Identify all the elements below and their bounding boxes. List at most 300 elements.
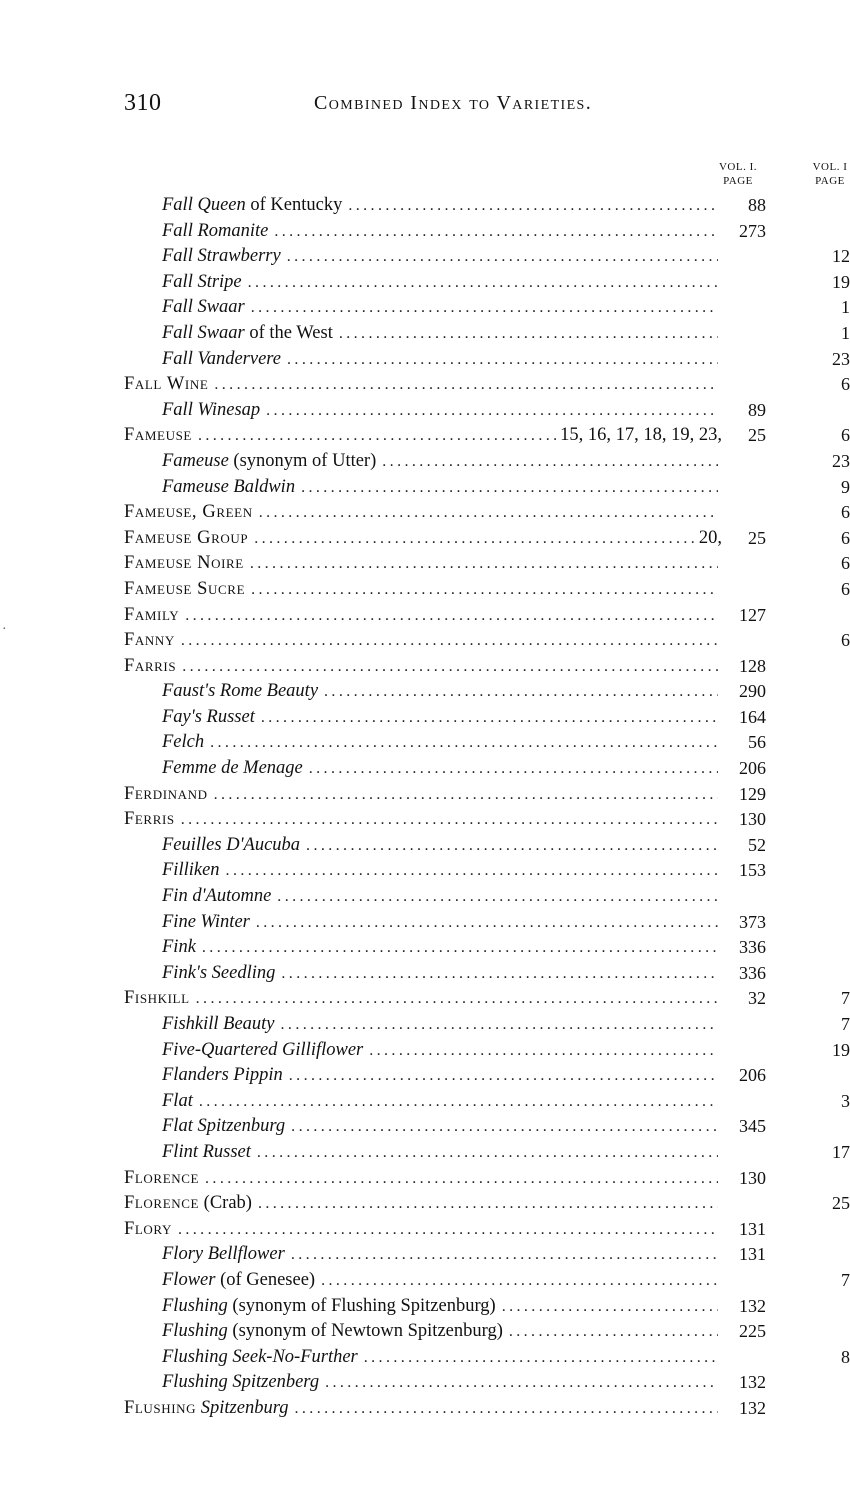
dot-leader xyxy=(245,577,718,603)
index-entry-label xyxy=(162,961,722,987)
index-entry-label xyxy=(162,679,722,705)
index-entry-label xyxy=(124,551,722,577)
variety-name: Fameuse Baldwin xyxy=(162,476,296,497)
vol1-page: 52 xyxy=(748,834,766,855)
vol2-page: 19 xyxy=(832,271,850,292)
index-entry-label xyxy=(162,1089,722,1115)
entry-name-wrap xyxy=(162,347,281,373)
entry-name-wrap xyxy=(162,219,268,245)
dot-leader xyxy=(318,679,718,705)
dot-leader xyxy=(271,884,718,910)
entry-name-wrap xyxy=(162,1012,275,1038)
dot-leader xyxy=(244,551,718,577)
additional-pages xyxy=(718,1063,722,1089)
dot-leader xyxy=(319,1370,718,1396)
dot-leader xyxy=(193,1089,718,1115)
additional-pages xyxy=(718,961,722,987)
index-entry xyxy=(0,961,850,987)
dot-leader xyxy=(176,654,718,680)
column-head-vol1-line1: VOL. I. xyxy=(718,161,758,173)
vol2-page: 12 xyxy=(832,246,850,267)
index-entry-label xyxy=(124,986,722,1012)
entry-name-wrap xyxy=(162,1140,251,1166)
vol1-page: 164 xyxy=(739,706,766,727)
index-entry xyxy=(0,398,850,424)
index-entry-label xyxy=(162,1140,722,1166)
dot-leader xyxy=(196,935,718,961)
index-entry xyxy=(0,1140,850,1166)
dot-leader xyxy=(220,858,718,884)
dot-leader xyxy=(275,961,718,987)
variety-name: Fall Vandervere xyxy=(162,348,282,369)
variety-name: Flory xyxy=(124,1218,172,1239)
index-entry-label xyxy=(124,526,722,552)
index-entry xyxy=(0,219,850,245)
additional-pages xyxy=(718,1217,722,1243)
additional-pages xyxy=(718,1166,722,1192)
index-entry-label xyxy=(124,372,722,398)
index-entry xyxy=(0,193,850,219)
dot-leader xyxy=(268,219,718,245)
variety-name: Ferris xyxy=(124,809,175,830)
additional-pages xyxy=(718,1191,722,1217)
index-entry-label xyxy=(162,1268,722,1294)
column-head-vol1 xyxy=(704,160,772,188)
entry-name-wrap xyxy=(162,1319,503,1345)
index-entry xyxy=(0,705,850,731)
vol1-page: 273 xyxy=(739,220,766,241)
vol1-page: 206 xyxy=(739,758,766,779)
index-entry-label xyxy=(124,423,722,449)
index-entry-label xyxy=(124,500,722,526)
index-entry xyxy=(0,1089,850,1115)
vol2-page: 7 xyxy=(841,1014,850,1034)
variety-name: Fameuse Noire xyxy=(124,553,244,574)
index-entry xyxy=(0,321,850,347)
entry-name-wrap xyxy=(162,1089,193,1115)
index-entry-label xyxy=(162,884,722,910)
variety-name: Florence xyxy=(124,1193,200,1214)
index-entry-label xyxy=(124,782,722,808)
vol2-page: 17 xyxy=(832,1141,850,1162)
vol1-page: 130 xyxy=(739,1167,766,1188)
index-entry xyxy=(0,1191,850,1217)
dot-leader xyxy=(342,193,718,219)
variety-qualifier: of Kentucky xyxy=(245,195,343,215)
index-entry-label xyxy=(162,1038,722,1064)
additional-pages xyxy=(718,884,722,910)
additional-pages xyxy=(718,603,722,629)
variety-name: Flushing Spitzenberg xyxy=(162,1372,320,1393)
vol2-page: 23 xyxy=(832,348,850,369)
variety-name: Fin d'Automne xyxy=(162,886,272,907)
index-entry-label xyxy=(162,833,722,859)
index-entry xyxy=(0,1166,850,1192)
additional-pages xyxy=(718,1089,722,1115)
variety-name: Faust's Rome Beauty xyxy=(162,681,319,702)
index-entry-label xyxy=(162,705,722,731)
index-entry xyxy=(0,628,850,654)
vol1-page: 153 xyxy=(739,860,766,881)
index-entry-label xyxy=(162,910,722,936)
dot-leader xyxy=(175,628,718,654)
dot-leader xyxy=(303,756,718,782)
index-entry-label xyxy=(162,935,722,961)
index-entry-label xyxy=(162,1063,722,1089)
index-entry xyxy=(0,1217,850,1243)
entry-name-wrap xyxy=(124,500,253,526)
vol1-page: 128 xyxy=(739,655,766,676)
index-entry-label xyxy=(162,1012,722,1038)
index-entry-label xyxy=(124,577,722,603)
variety-name: Ferdinand xyxy=(124,783,208,804)
variety-name: Filliken xyxy=(162,860,220,881)
dot-leader xyxy=(503,1319,718,1345)
index-entry-label xyxy=(162,219,722,245)
vol2-page: 8 xyxy=(841,1346,850,1367)
variety-name: Fay's Russet xyxy=(162,706,255,727)
additional-pages xyxy=(718,654,722,680)
additional-pages xyxy=(718,500,722,526)
index-entry xyxy=(0,910,850,936)
vol2-page: 6 xyxy=(841,553,850,574)
entry-name-wrap xyxy=(124,551,244,577)
additional-pages xyxy=(718,986,722,1012)
vol1-page: 25 xyxy=(748,425,766,446)
entry-name-wrap xyxy=(124,423,192,449)
additional-pages xyxy=(718,756,722,782)
additional-pages xyxy=(718,1294,722,1320)
entry-name-wrap xyxy=(162,270,242,296)
entry-name-wrap xyxy=(162,244,281,270)
variety-name: Flushing xyxy=(124,1397,197,1418)
index-entry-label xyxy=(162,756,722,782)
index-entry xyxy=(0,1268,850,1294)
index-entry-label xyxy=(162,1294,722,1320)
entry-name-wrap xyxy=(162,756,303,782)
index-entry xyxy=(0,1345,850,1371)
variety-name: Fink xyxy=(162,937,196,958)
index-entry xyxy=(0,935,850,961)
entry-name-wrap xyxy=(162,730,204,756)
entry-name-wrap xyxy=(124,986,190,1012)
vol1-page: 290 xyxy=(739,681,766,702)
variety-name: Fameuse xyxy=(124,425,192,446)
variety-name: Fishkill xyxy=(124,988,190,1009)
additional-pages xyxy=(718,449,722,475)
variety-name: Fameuse Group xyxy=(124,527,249,548)
column-head-vol1-line2: PAGE xyxy=(723,175,753,187)
index-entry xyxy=(0,1114,850,1140)
entry-name-wrap xyxy=(124,654,176,680)
index-entry xyxy=(0,551,850,577)
variety-qualifier: (of Genesee) xyxy=(215,1269,316,1290)
index-entry xyxy=(0,782,850,808)
additional-pages xyxy=(718,1012,722,1038)
index-entry-label xyxy=(162,858,722,884)
dot-leader xyxy=(363,1038,718,1064)
entry-name-wrap xyxy=(124,1191,252,1217)
variety-name: Flushing xyxy=(162,1321,228,1342)
additional-pages xyxy=(718,577,722,603)
index-entry xyxy=(0,730,850,756)
variety-name: Fameuse, Green xyxy=(124,502,253,523)
variety-qualifier: of the West xyxy=(244,322,333,343)
vol1-page: 89 xyxy=(748,399,766,420)
index-entry xyxy=(0,526,850,552)
entry-name-wrap xyxy=(124,603,179,629)
entry-name-wrap xyxy=(162,1370,319,1396)
column-head-vol2-line1: VOL. I xyxy=(812,161,848,173)
additional-pages xyxy=(718,219,722,245)
index-entry-label xyxy=(162,1114,722,1140)
vol1-page: 56 xyxy=(748,732,766,753)
entry-name-wrap xyxy=(124,372,208,398)
vol1-page: 131 xyxy=(739,1218,766,1239)
index-entry xyxy=(0,1242,850,1268)
variety-name: Fall Swaar xyxy=(162,297,245,318)
vol1-page: 127 xyxy=(739,604,766,625)
index-entry xyxy=(0,603,850,629)
additional-pages xyxy=(718,807,722,833)
column-head-vol2 xyxy=(800,160,850,188)
entry-name-wrap xyxy=(162,1268,315,1294)
dot-leader xyxy=(204,730,718,756)
additional-pages xyxy=(718,705,722,731)
entry-name-wrap xyxy=(162,884,271,910)
dot-leader xyxy=(260,398,718,424)
vol2-page: 6 xyxy=(841,630,850,651)
index-entry-label xyxy=(124,628,722,654)
dot-leader xyxy=(255,705,718,731)
variety-name: Florence xyxy=(124,1167,200,1188)
index-entry-label xyxy=(162,449,722,475)
vol2-page: 6 xyxy=(841,578,850,599)
variety-name: Fink's Seedling xyxy=(162,962,276,983)
index-entry xyxy=(0,475,850,501)
vol2-page: 25 xyxy=(832,1193,850,1214)
entry-name-wrap xyxy=(124,807,175,833)
variety-name: Fall Queen xyxy=(162,195,246,215)
entry-name-wrap xyxy=(162,1038,363,1064)
additional-pages xyxy=(718,782,722,808)
column-head-vol2-line2: PAGE xyxy=(815,175,845,187)
dot-leader xyxy=(251,1140,718,1166)
index-entry xyxy=(0,1370,850,1396)
variety-name: Fameuse Sucre xyxy=(124,578,246,599)
additional-pages xyxy=(718,295,722,321)
entry-name-wrap xyxy=(124,782,208,808)
additional-pages xyxy=(718,193,722,219)
index-entry xyxy=(0,807,850,833)
variety-qualifier: (synonym of Newtown Spitzenburg) xyxy=(227,1321,503,1342)
entry-name-wrap xyxy=(162,398,260,424)
variety-name: Fall Romanite xyxy=(162,220,269,241)
dot-leader xyxy=(252,1191,718,1217)
variety-name: Fanny xyxy=(124,630,175,651)
index-entry xyxy=(0,577,850,603)
additional-pages xyxy=(718,1345,722,1371)
vol1-page: 132 xyxy=(739,1372,766,1393)
index-entry-label xyxy=(162,347,722,373)
entry-name-wrap xyxy=(162,321,333,347)
dot-leader xyxy=(358,1345,718,1371)
variety-name: Fishkill Beauty xyxy=(162,1014,275,1034)
index-entry xyxy=(0,347,850,373)
entry-name-wrap xyxy=(124,1217,172,1243)
variety-name: Fall Winesap xyxy=(162,399,261,420)
index-entry-label xyxy=(162,270,722,296)
additional-pages xyxy=(718,1114,722,1140)
variety-name: Fall Wine xyxy=(124,374,209,395)
dot-leader xyxy=(179,603,718,629)
entry-name-wrap xyxy=(162,1294,496,1320)
dot-leader xyxy=(199,1166,718,1192)
vol1-page: 131 xyxy=(739,1244,766,1265)
dot-leader xyxy=(208,782,718,808)
vol1-page: 206 xyxy=(739,1065,766,1086)
index-entry xyxy=(0,1396,850,1422)
index-entry xyxy=(0,1012,850,1038)
page-number: 310 xyxy=(124,90,162,116)
dot-leader xyxy=(315,1268,718,1294)
additional-pages xyxy=(718,372,722,398)
vol1-page: 130 xyxy=(739,809,766,830)
index-entry-label xyxy=(162,295,722,321)
index-entry-label xyxy=(124,654,722,680)
entry-name-wrap xyxy=(162,935,196,961)
index-entry xyxy=(0,500,850,526)
entry-name-wrap xyxy=(162,705,255,731)
variety-name: Flushing Seek-No-Further xyxy=(162,1346,358,1367)
variety-name: Fall Strawberry xyxy=(162,246,281,267)
variety-name: Flat Spitzenburg xyxy=(162,1116,286,1137)
vol2-page: 9 xyxy=(841,476,850,497)
variety-name: Family xyxy=(124,604,180,625)
index-entry-label xyxy=(162,1345,722,1371)
running-head: Combined Index to Varieties. xyxy=(314,92,593,114)
vol1-page: 88 xyxy=(748,195,766,215)
additional-pages xyxy=(718,1140,722,1166)
index-entry xyxy=(0,884,850,910)
variety-name: Fameuse xyxy=(162,450,229,471)
index-entry-label xyxy=(162,730,722,756)
variety-name: Femme de Menage xyxy=(162,758,303,779)
vol2-page: 6 xyxy=(841,425,850,446)
additional-pages xyxy=(718,1038,722,1064)
variety-qualifier: (Crab) xyxy=(199,1193,252,1214)
additional-pages xyxy=(718,1319,722,1345)
variety-name: Feuilles D'Aucuba xyxy=(162,834,301,855)
vol2-page: 3 xyxy=(841,1090,850,1111)
vol1-page: 373 xyxy=(739,911,766,932)
vol2-page: 7 xyxy=(841,1269,850,1290)
dot-leader xyxy=(245,295,718,321)
additional-pages xyxy=(718,935,722,961)
variety-name: Flory Bellflower xyxy=(162,1244,285,1265)
additional-pages xyxy=(718,858,722,884)
vol1-page: 225 xyxy=(739,1321,766,1342)
entry-name-wrap xyxy=(162,193,342,219)
variety-name: Farris xyxy=(124,655,177,676)
entry-name-wrap xyxy=(124,526,248,552)
variety-name: Flushing xyxy=(162,1295,228,1316)
dot-leader xyxy=(250,910,718,936)
index-entry xyxy=(0,1038,850,1064)
dot-leader xyxy=(175,807,718,833)
additional-pages: 20, xyxy=(698,527,722,548)
index-entry-label xyxy=(162,193,722,219)
variety-name: Fall Stripe xyxy=(162,271,242,292)
dot-leader xyxy=(190,986,718,1012)
additional-pages xyxy=(718,270,722,296)
dot-leader xyxy=(376,449,718,475)
index-entry xyxy=(0,1063,850,1089)
vol2-page: 6 xyxy=(841,502,850,523)
index-entry xyxy=(0,449,850,475)
index-entry xyxy=(0,756,850,782)
variety-name: Flower xyxy=(162,1269,216,1290)
index-entry-label xyxy=(124,1191,722,1217)
variety-name: Fine Winter xyxy=(162,911,250,932)
additional-pages xyxy=(718,244,722,270)
index-entry xyxy=(0,833,850,859)
entry-name-wrap xyxy=(162,679,318,705)
additional-pages xyxy=(718,347,722,373)
additional-pages: 15, 16, 17, 18, 19, 23, xyxy=(560,425,722,446)
dot-leader xyxy=(295,475,718,501)
additional-pages xyxy=(718,730,722,756)
variety-name: Flat xyxy=(162,1090,193,1111)
index-entry xyxy=(0,679,850,705)
index-entry xyxy=(0,295,850,321)
entry-name-wrap xyxy=(124,1396,289,1422)
vol1-page: 132 xyxy=(739,1295,766,1316)
index-entry xyxy=(0,654,850,680)
vol1-page: 132 xyxy=(739,1397,766,1418)
variety-qualifier: (synonym of Utter) xyxy=(228,450,377,471)
additional-pages xyxy=(718,679,722,705)
vol2-page: 19 xyxy=(832,1039,850,1060)
additional-pages xyxy=(718,398,722,424)
index-entry-label xyxy=(124,1166,722,1192)
entry-name-wrap xyxy=(162,1345,358,1371)
index-entry-label xyxy=(162,398,722,424)
dot-leader xyxy=(496,1294,718,1320)
dot-leader xyxy=(253,500,718,526)
dot-leader xyxy=(285,1242,718,1268)
vol1-page: 32 xyxy=(748,988,766,1009)
additional-pages xyxy=(718,1370,722,1396)
dot-leader xyxy=(248,526,695,552)
entry-name-wrap xyxy=(162,1114,285,1140)
index-entry xyxy=(0,244,850,270)
dot-leader xyxy=(300,833,718,859)
dot-leader xyxy=(333,321,718,347)
additional-pages xyxy=(718,475,722,501)
index-entry-label xyxy=(124,807,722,833)
additional-pages xyxy=(718,551,722,577)
index-entry-label xyxy=(162,321,722,347)
variety-name: Five-Quartered Gilliflower xyxy=(162,1039,364,1060)
entry-name-wrap xyxy=(162,910,250,936)
dot-leader xyxy=(281,347,718,373)
variety-name: Flanders Pippin xyxy=(162,1065,283,1086)
entry-name-wrap xyxy=(162,961,275,987)
index-entry xyxy=(0,1294,850,1320)
additional-pages xyxy=(718,1396,722,1422)
vol1-page: 25 xyxy=(748,527,766,548)
